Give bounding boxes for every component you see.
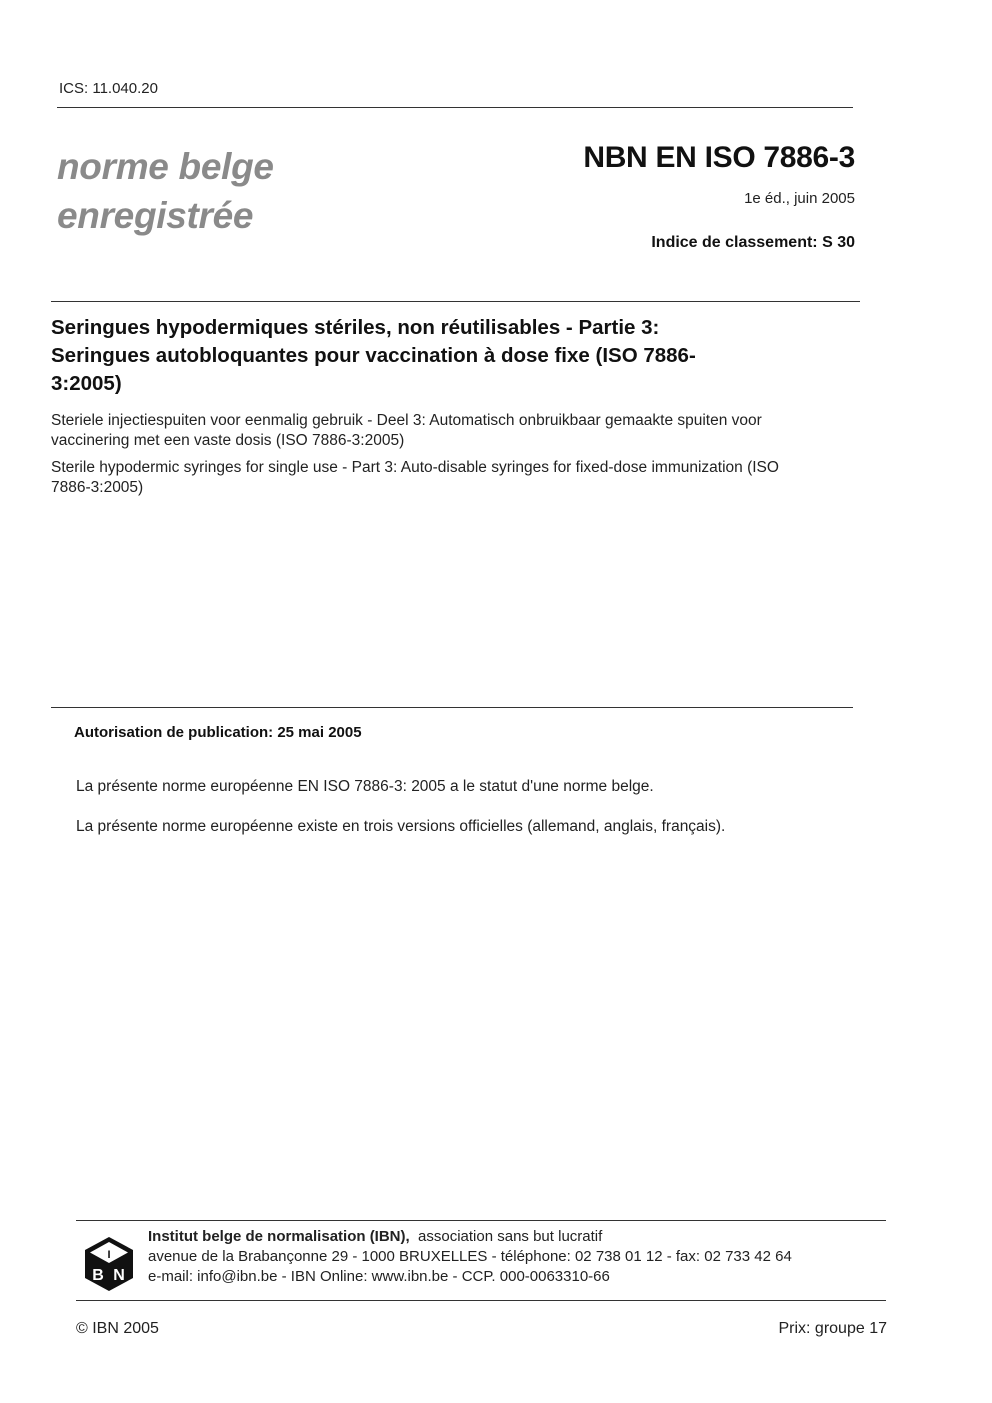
publication-authorisation: Autorisation de publication: 25 mai 2005 [74,724,362,741]
classification-index: Indice de classement: S 30 [651,234,855,251]
title-french-line-1: Seringues hypodermiques stériles, non réutilisables - Partie 3: [51,316,660,339]
institute-contact: e-mail: info@ibn.be - IBN Online: www.ibn.be - CCP. 000-0063310-66 [148,1268,610,1285]
footer-bottom-divider [76,1300,886,1301]
brand-title [57,142,274,240]
brand-line-1: norme belge [57,146,274,187]
status-paragraph: La présente norme européenne EN ISO 7886-3: 2005 a le statut d'une norme belge. [76,778,654,795]
title-divider [51,301,860,302]
edition-date: 1e éd., juin 2005 [744,190,855,207]
institute-address: avenue de la Brabançonne 29 - 1000 BRUXELLES - téléphone: 02 738 01 12 - fax: 02 733 42 64 [148,1248,792,1265]
title-dutch [51,411,841,451]
brand-line-2: enregistrée [57,195,254,236]
title-french-line-2: Seringues autobloquantes pour vaccination à dose fixe (ISO 7886- [51,344,696,367]
standard-number: NBN EN ISO 7886-3 [583,141,855,174]
ibn-logo-icon [84,1236,134,1292]
ics-code: ICS: 11.040.20 [59,80,158,97]
copyright: © IBN 2005 [76,1320,159,1337]
title-english-line-2: 7886-3:2005) [51,479,144,496]
title-french-line-3: 3:2005) [51,372,122,395]
price-group: Prix: groupe 17 [778,1320,887,1337]
title-english [51,458,841,498]
title-dutch-line-1: Steriele injectiespuiten voor eenmalig gebruik - Deel 3: Automatisch onbruikbaar gemaakte spuiten voor [51,412,762,429]
svg-text:N: N [113,1267,125,1284]
svg-text:I: I [107,1249,111,1261]
versions-paragraph: La présente norme européenne existe en trois versions officielles (allemand, anglais, français). [76,818,726,835]
institute-name: Institut belge de normalisation (IBN), [148,1228,410,1245]
title-french [51,314,811,398]
institute-heading [148,1227,888,1247]
publication-divider [51,707,853,708]
header-divider [57,107,853,108]
title-dutch-line-2: vaccinering met een vaste dosis (ISO 7886-3:2005) [51,432,405,449]
institute-info [148,1227,888,1287]
svg-text:B: B [92,1267,104,1284]
title-english-line-1: Sterile hypodermic syringes for single use - Part 3: Auto-disable syringes for fixed-dose immunization (ISO [51,459,779,476]
footer-top-divider [76,1220,886,1221]
institute-type: association sans but lucratif [409,1228,603,1245]
